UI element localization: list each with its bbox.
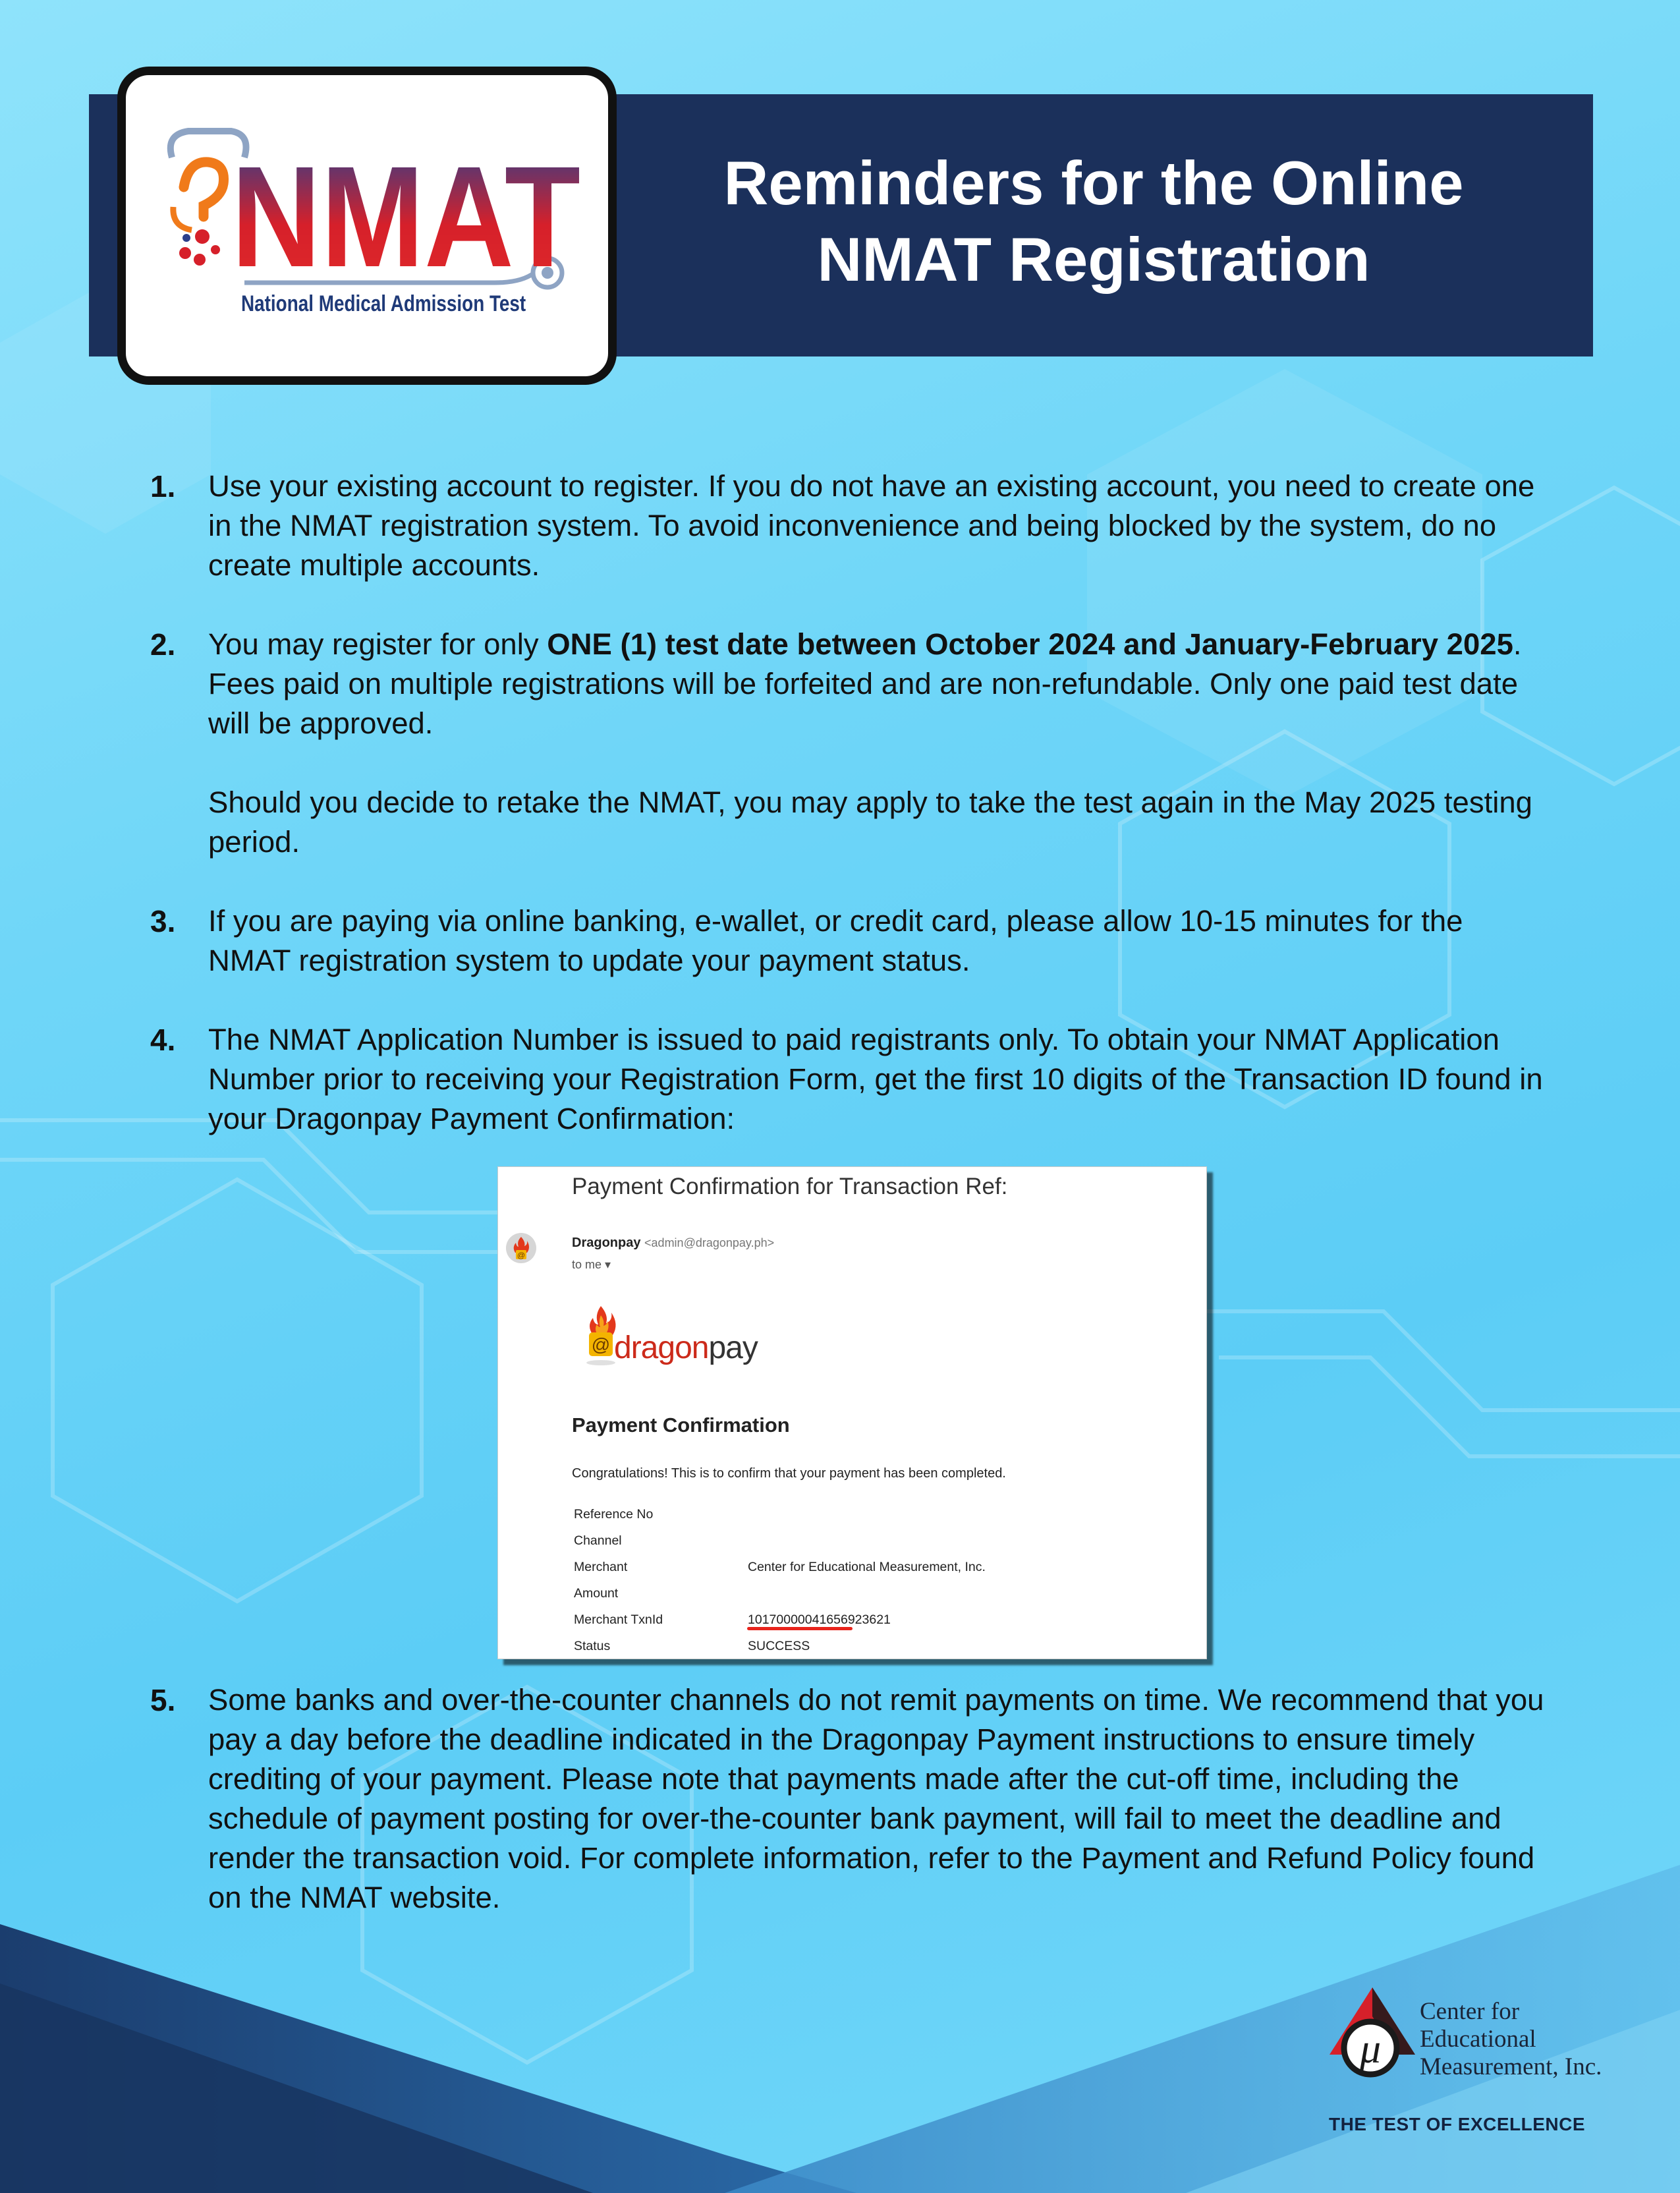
list-item	[150, 625, 1547, 862]
item-text-extra: Should you decide to retake the NMAT, you may apply to take the test again in the May 2025 testing period.	[208, 785, 1532, 859]
to-me-label: to me	[572, 1258, 602, 1271]
detail-label: Reference No	[574, 1507, 654, 1522]
detail-label: Merchant TxnId	[574, 1612, 663, 1627]
email-sender	[572, 1236, 774, 1251]
detail-label: Channel	[574, 1533, 622, 1548]
detail-label: Status	[574, 1639, 611, 1653]
item-text: Use your existing account to register. If you do not have an existing account, you need to create one in the NMAT registration system. To avoid inconvenience and being blocked by the system, do no create multiple accounts.	[208, 469, 1535, 582]
dragonpay-wordmark	[614, 1330, 758, 1366]
payment-confirmation-screenshot	[497, 1166, 1207, 1659]
dragonpay-wordmark-dragon: dragon	[614, 1330, 709, 1365]
nmat-logo	[117, 67, 617, 385]
item-number: 2.	[150, 627, 176, 662]
dragonpay-flame-icon	[506, 1233, 536, 1263]
transaction-id-underline	[747, 1627, 853, 1630]
item-number: 3.	[150, 904, 176, 938]
title-line-1: Reminders for the Online	[723, 148, 1464, 217]
sender-email: <admin@dragonpay.ph>	[644, 1236, 775, 1249]
cem-mu-symbol: μ	[1359, 2025, 1382, 2072]
cem-logo-icon	[1323, 1982, 1422, 2081]
list-item	[150, 1680, 1547, 1918]
item-text: The NMAT Application Number is issued to paid registrants only. To obtain your NMAT Application Number prior to receiving your Registration Form, get the first 10 digits of the Transaction ID found in your Dragonpay Payment Confirmation:	[208, 1023, 1543, 1135]
confirmation-message: Congratulations! This is to confirm that your payment has been completed.	[572, 1466, 1006, 1481]
detail-label: Amount	[574, 1586, 619, 1601]
dragonpay-wordmark-pay: pay	[708, 1330, 758, 1365]
item-text	[208, 625, 1547, 743]
status-value: SUCCESS	[748, 1639, 810, 1653]
list-item	[150, 901, 1547, 981]
item-text-bold: ONE (1) test date between October 2024 and January-February 2025	[547, 627, 1513, 661]
payment-confirmation-heading: Payment Confirmation	[572, 1413, 790, 1437]
item-text: Some banks and over-the-counter channels do not remit payments on time. We recommend that you pay a day before the deadline indicated in the Dragonpay Payment instructions to ensure timely crediting of your payment. Please note that payments made after the cut-off time, including the schedule of payment posting for over-the-counter bank payment, will fail to meet the deadline and render the transaction void. For complete information, refer to the Payment and Refund Policy found on the NMAT website.	[208, 1683, 1544, 1914]
org-line: Measurement, Inc.	[1420, 2053, 1602, 2080]
svg-text:@: @	[517, 1251, 526, 1260]
item-text: If you are paying via online banking, e-wallet, or credit card, please allow 10-15 minutes for the NMAT registration system to update your payment status.	[208, 904, 1463, 977]
nmat-wordmark: NMAT	[231, 137, 580, 297]
item-text-post: . Fees paid on multiple registrations will be forfeited and are non-refundable. Only one paid test date will be approved.	[208, 627, 1522, 740]
list-item	[150, 1020, 1547, 1139]
detail-label: Merchant	[574, 1560, 628, 1574]
page-title	[632, 145, 1555, 298]
sender-name: Dragonpay	[572, 1236, 641, 1250]
recipient-toggle[interactable]	[572, 1258, 611, 1272]
stethoscope-icon	[126, 75, 608, 376]
item-number: 5.	[150, 1683, 176, 1717]
item-text-pre: You may register for only	[208, 627, 547, 661]
tagline: THE TEST OF EXCELLENCE	[1329, 2114, 1586, 2134]
list-item	[150, 467, 1547, 585]
item-number: 1.	[150, 469, 176, 503]
email-subject: Payment Confirmation for Transaction Ref:	[572, 1174, 1008, 1199]
detail-value: Center for Educational Measurement, Inc.	[748, 1560, 986, 1574]
sender-avatar	[506, 1233, 536, 1263]
org-line: Educational	[1420, 2026, 1536, 2053]
transaction-id-value: 10170000041656923621	[748, 1612, 891, 1627]
chevron-down-icon: ▾	[605, 1258, 611, 1271]
nmat-logo-subtitle: National Medical Admission Test	[241, 291, 526, 316]
item-number: 4.	[150, 1023, 176, 1057]
dragonpay-at-symbol: @	[591, 1334, 611, 1355]
title-line-2: NMAT Registration	[817, 225, 1370, 294]
cem-org-name	[1420, 1998, 1602, 2081]
org-line: Center for	[1420, 1998, 1520, 2025]
